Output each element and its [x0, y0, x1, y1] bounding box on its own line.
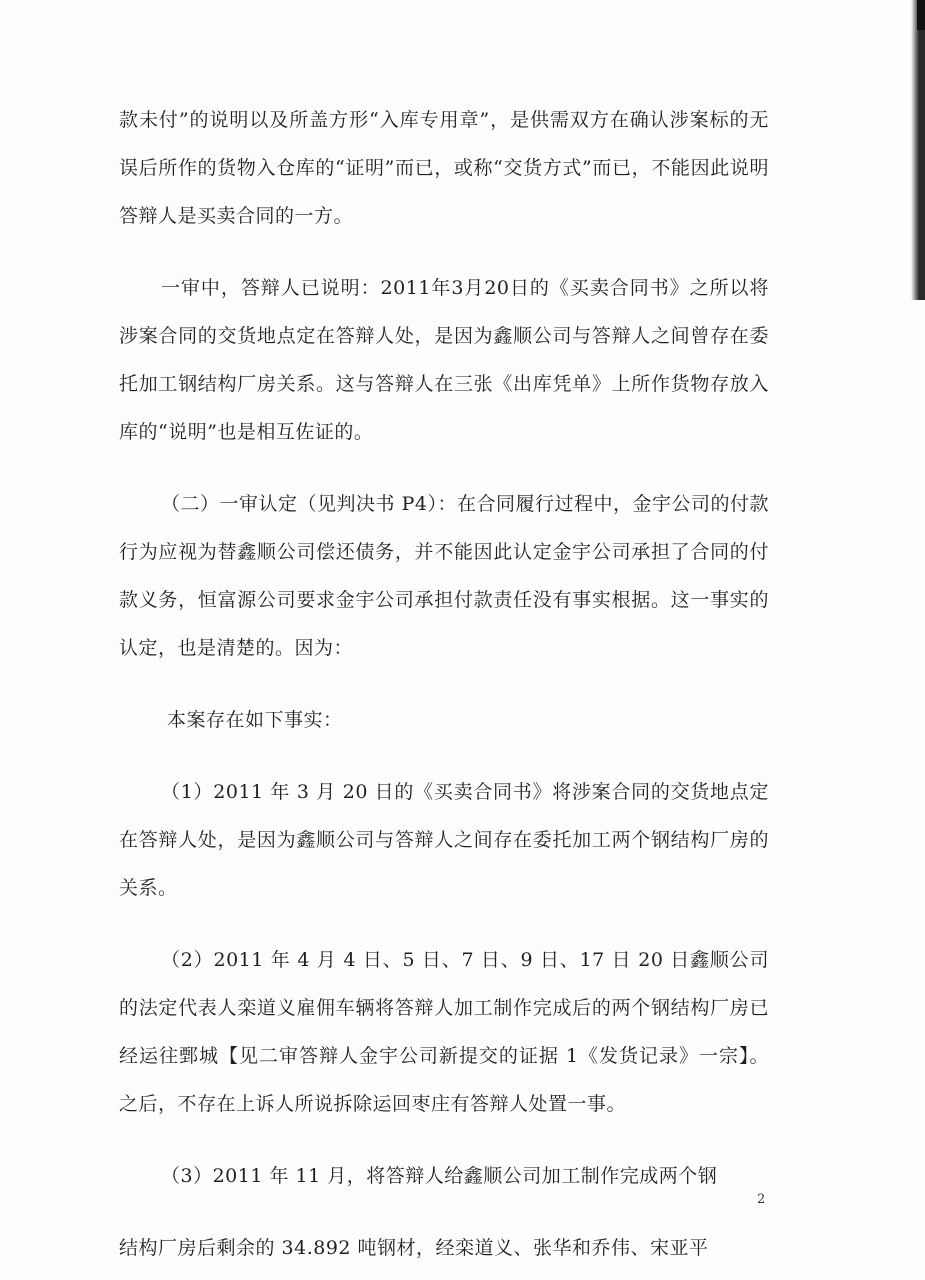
paragraph-fact-1: （1）2011 年 3 月 20 日的《买卖合同书》将涉案合同的交货地点定在答辩人处，是因为鑫顺公司与答辩人之间存在委托加工两个钢结构厂房的关系。	[119, 781, 769, 899]
paragraph-fact-3-line-2: 结构厂房后剩余的 34.892 吨钢材，经栾道义、张华和乔伟、宋亚平	[119, 1237, 709, 1259]
paragraph-first-instance: 一审中，答辩人已说明：2011年3月20日的《买卖合同书》之所以将涉案合同的交货地点定在答辩人处，是因为鑫顺公司与答辩人之间曾存在委托加工钢结构厂房关系。这与答辩人在三张《出库凭单》上所作货物存放入库的“说明”也是相互佐证的。	[119, 277, 769, 443]
paragraph-facts-intro: 本案存在如下事实：	[167, 709, 343, 731]
paragraph-finding-two: （二）一审认定（见判决书 P4）：在合同履行过程中，金宇公司的付款行为应视为替鑫顺公司偿还债务，并不能因此认定金宇公司承担了合同的付款义务，恒富源公司要求金宇公司承担付款责任没有事实根据。这一事实的认定，也是清楚的。因为：	[119, 493, 769, 659]
document-body	[119, 96, 769, 1280]
scan-edge-shadow	[911, 0, 925, 300]
paragraph-fact-2: （2）2011 年 4 月 4 日、5 日、7 日、9 日、17 日 20 日鑫顺公司的法定代表人栾道义雇佣车辆将答辩人加工制作完成后的两个钢结构厂房已经运往鄄城【见二审答辩人金宇公司新提交的证据 1《发货记录》一宗】。之后，不存在上诉人所说拆除运回枣庄有答辩人处置一事。	[119, 949, 769, 1115]
paragraph-continuation: 款未付”的说明以及所盖方形“入库专用章”，是供需双方在确认涉案标的无误后所作的货物入仓库的“证明”而已，或称“交货方式”而已，不能因此说明答辩人是买卖合同的一方。	[119, 109, 769, 227]
scan-corner-shadow	[917, 0, 925, 30]
paragraph-fact-3-line-1: （3）2011 年 11 月，将答辩人给鑫顺公司加工制作完成两个钢	[161, 1165, 718, 1187]
page-number: 2	[757, 1192, 766, 1207]
